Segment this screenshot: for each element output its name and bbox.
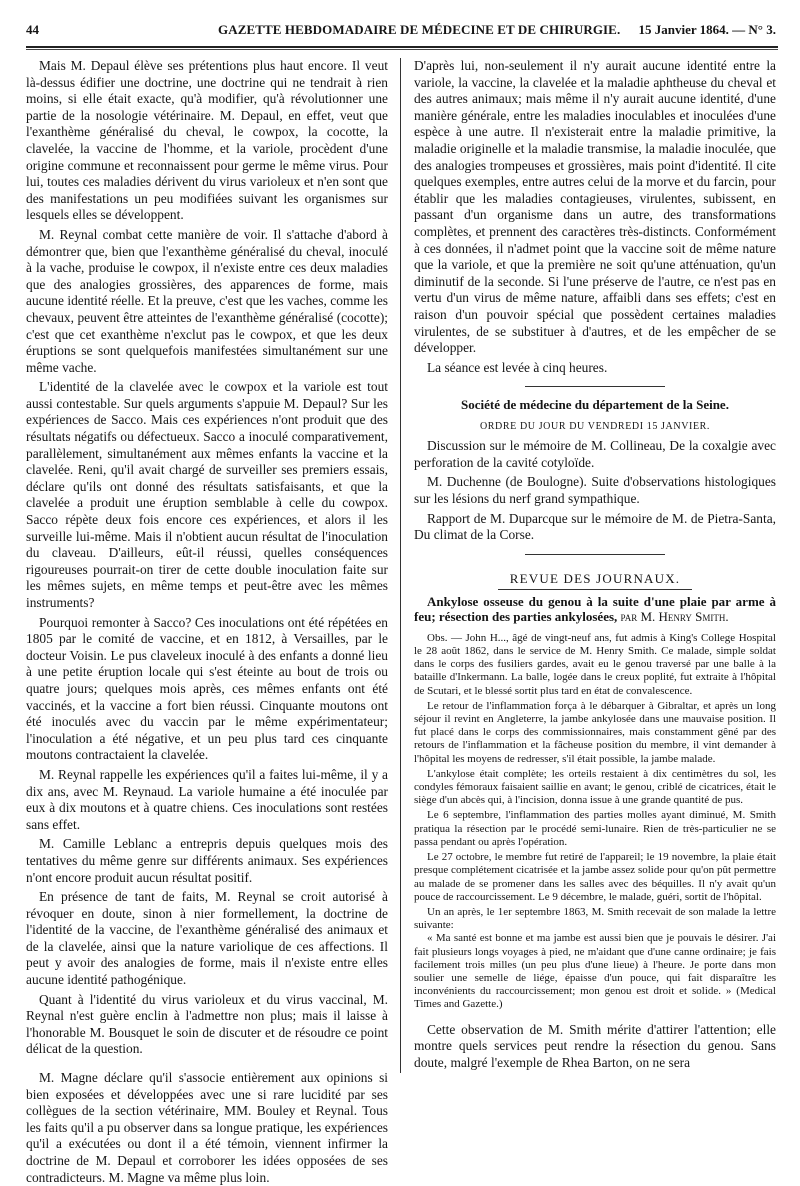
paragraph: En présence de tant de faits, M. Reynal se croit autorisé à révoquer en doute, sinon à nier formellement, la doctrine de l'identité de la vaccine, de l'exanthème généralisé des animaux et de la clavelée, ainsi que la nature variolique de ces affections. Il peut y avoir des analogies de forme, mais il n'existe entre elles aucune identité pathogénique.: [26, 889, 388, 988]
observation-paragraph: Le 27 octobre, le membre fut retiré de l'appareil; le 19 novembre, la plaie était presque complétement cicatrisée et la jambe assez solide pour qu'on pût permettre au malade de se promener dans les salles avec des béquilles. Il n'y avait qu'un pouce de raccourcissement. Le 9 décembre, le malade, guéri, sortit de l'hôpital.: [414, 851, 776, 903]
observation-paragraph: L'ankylose était complète; les orteils restaient à dix centimètres du sol, les condyles fémoraux faisaient saillie en avant; le genou, criblé de cicatrices, était le siège d'un abcès qui, à l'incision, donna issue à une grande quantité de pus.: [414, 767, 776, 807]
observation-paragraph: Le 6 septembre, l'inflammation des parties molles ayant diminué, M. Smith pratiqua la résection par le procédé semi-lunaire. Rien de très-particulier ne se passa pendant ou après l'opération.: [414, 809, 776, 848]
agenda-item: Rapport de M. Duparcque sur le mémoire de M. de Pietra-Santa, Du climat de la Corse.: [414, 510, 776, 543]
paragraph: D'après lui, non-seulement il n'y aurait aucune identité entre la variole, la vaccine, la clavelée et la maladie aphtheuse du cheval et des autres animaux; mais même il n'y aurait aucune identité, d'une manière générale, entre les maladies inoculables et inoculées d'une espèce à une autre. Il n'existerait entre la maladie primitive, la maladie originelle et la maladie transmise, la maladie inoculée, que des analogies trompeuses et grossières, mais point d'identité. Il cite quelques exemples, entre autres celui de la morve et du farcin, pour établir que les maladies contagieuses, virulentes, subissent, en passant d'un organisme dans un autre, des transformations complètes, et prennent des caractères très-distincts. Conformément à ces données, il n'admet point que la vaccine soit de même nature que la variole, et que la première ne soit qu'une atténuation, qu'un diminutif de la seconde. Si l'une préserve de l'autre, ce n'est pas en vertu d'un virus de même nature, affaibli dans ses effets; c'est en raison d'un pouvoir spécial que possèdent certaines maladies virulentes, de se substituer à d'autres, et de les empêcher de se développer.: [414, 58, 776, 356]
case-title-text: Ankylose osseuse du genou à la suite d'une plaie par arme à feu; résection des parties ankylosées,: [414, 593, 776, 624]
left-column: [26, 58, 388, 1185]
observation-paragraph: Obs. — John H..., âgé de vingt-neuf ans, fut admis à King's College Hospital le 28 août 1862, dans le service de M. Henry Smith. Ce malade, simple soldat dans le corps des fusiliers gardes, avait eu le genou traversé par une balle à la bataille d'Inkermann. La balle, logée dans le creux poplité, fut extraite à l'hôpital de Scutari, et le blessé sortit plus tard en état de convalescence.: [414, 631, 776, 697]
header-rule: [26, 46, 778, 48]
patient-letter: « Ma santé est bonne et ma jambe est aussi bien que je pouvais le désirer. J'ai fait plusieurs longs voyages à pied, ne m'aidant que d'une canne ordinaire; je fais facilement trois milles (un peu plus d'une lieue) à l'heure. Je porte dans mon soulier une semelle de liége, épaisse d'un pouce, qui fait disparaître les inconvénients du raccourcissement; mon genou est droit et solide. » (Medical Times and Gazette.): [414, 932, 776, 1011]
observation-paragraph: Un an après, le 1er septembre 1863, M. Smith recevait de son malade la lettre suivante:: [414, 905, 776, 932]
paragraph: Quant à l'identité du virus varioleux et du virus vaccinal, M. Reynal n'est guère enclin à l'admettre non plus; mais il laisse à l'honorable M. Bousquet le soin de discuter et de résoudre ce point délicat de la question.: [26, 991, 388, 1057]
paragraph: M. Reynal combat cette manière de voir. Il s'attache d'abord à démontrer que, bien que l'exanthème généralisé du cheval, inoculé à la vache, produise le cowpox, il n'existe entre ces deux maladies que des analogies grossières, des apparences de forme, mais aucune identité réelle. Et la preuve, c'est que les vaches, comme les chevaux, peuvent être atteintes de l'exanthème généralisé (cocotte); c'est que cet exanthème n'exclut pas le cowpox, et que les deux éruptions se sont quelquefois manifestées simultanément sur une même vache.: [26, 226, 388, 375]
running-header: [26, 8, 776, 38]
header-rule-thin: [26, 49, 778, 50]
paragraph: L'identité de la clavelée avec le cowpox et la variole est tout aussi contestable. Sur quels arguments s'appuie M. Depaul? Sur les expériences de Sacco. Mais ces expériences n'ont produit que des résultats négatifs ou défectueux. Sacco a inoculé comparativement, parallèlement, simultanément aux mêmes enfants la vaccine et la clavelée. Reni, qu'il avait chargé de surveiller ses premiers essais, déclare qu'ils ont donné des résultats satisfaisants, et que la clavelée a produit une éruption semblable à celle du cowpox. Sacco répète deux fois encore ces expériences, et alors il les surveille lui-même. Mais il n'obtient aucun résultat de l'inoculation du claveau. D'ailleurs, eût-il réussi, quelles conséquences rigoureuses pourrait-on tirer de cette double inoculation faite sur les mêmes sujets, en même temps et peut-être avec les mêmes instruments?: [26, 379, 388, 610]
column-divider: [400, 58, 401, 1073]
observation-paragraph: Le retour de l'inflammation força à le débarquer à Gibraltar, et après un long séjour il revint en Angleterre, la jambe ankylosée dans une mauvaise position. Il fut placé dans le corps des commissionnaires, mais constamment gêné par des retours de l'inflammation et la fâcheuse position du membre, il vint demander à l'hôpital les moyens de redresser, s'il était possible, la jambe malade.: [414, 699, 776, 765]
society-heading: Société de médecine du département de la Seine.: [461, 397, 729, 413]
paragraph: M. Camille Leblanc a entrepris depuis quelques mois des tentatives du même genre sur différents animaux. Ses expériences n'ont encore produit aucun résultat positif.: [26, 836, 388, 885]
closing-paragraph: Cette observation de M. Smith mérite d'attirer l'attention; elle montre quels services peut rendre la résection du genou. Sans doute, malgré l'exemple de Rhea Barton, on ne sera: [414, 1021, 776, 1070]
revue-heading-box: [414, 569, 776, 590]
case-title: [414, 594, 776, 624]
paragraph: M. Reynal rappelle les expériences qu'il a faites lui-même, il y a dix ans, avec M. Reynaud. La variole humaine a été inoculée par eux à dix moutons et à quatre chiens. Ces inoculations sont restées sans effet.: [26, 766, 388, 832]
agenda-item: Discussion sur le mémoire de M. Collineau, De la coxalgie avec perforation de la cavité cotyloïde.: [414, 438, 776, 470]
date-text: 15 Janvier 1864.: [638, 22, 729, 37]
agenda-item: M. Duchenne (de Boulogne). Suite d'observations histologiques sur les lésions du nerf grand sympathique.: [414, 474, 776, 507]
case-author: par M. Henry Smith.: [620, 608, 729, 624]
page-number: 44: [26, 22, 39, 37]
issue-number: — N° 3.: [732, 22, 776, 37]
issue-date: [639, 22, 777, 38]
revue-heading: REVUE DES JOURNAUX.: [498, 569, 693, 590]
section-rule: [525, 386, 665, 387]
section-rule: [525, 554, 665, 555]
paragraph: Pourquoi remonter à Sacco? Ces inoculations ont été répétées en 1805 par le comité de vaccine, et en 1812, à Versailles, par le docteur Voisin. Le pus claveleux inoculé à des enfants a donné lieu à une petite éruption locale qui s'est éteinte au bout de trois ou quatre jours; quelques mois après, ces mêmes enfants ont été vaccinés, et la vaccine a fort bien réussi. Cinquante moutons ont été inoculés avec du vaccin par le même expérimentateur; l'inoculation a été négative, et un peu plus tard ces cinquante moutons contractaient la clavelée.: [26, 614, 388, 763]
order-of-day: ORDRE DU JOUR DU VENDREDI 15 JANVIER.: [479, 421, 711, 433]
right-column: [414, 58, 776, 1083]
session-closing: La séance est levée à cinq heures.: [427, 359, 608, 375]
journal-title: GAZETTE HEBDOMADAIRE DE MÉDECINE ET DE CHIRURGIE.: [218, 22, 621, 37]
paragraph: M. Magne déclare qu'il s'associe entièrement aux opinions si bien exposées et développées avec une si rare lucidité par ses collègues de la section vétérinaire, MM. Bouley et Reynal. Tous les faits qu'il a pu observer dans sa longue pratique, les expériences qu'il a exécutées ou dont il a été témoin, viennent infirmer la doctrine de M. Depaul et corroborer les idées opposées de ses contradicteurs. M. Magne va même plus loin.: [26, 1070, 388, 1185]
paragraph: Mais M. Depaul élève ses prétentions plus haut encore. Il veut là-dessus édifier une doctrine, une doctrine qui ne tendrait à rien moins, si elle était exacte, qu'à modifier, qu'à révolutionner une partie de la nosologie vétérinaire. M. Depaul, en effet, veut que l'exanthème généralisé du cheval, le cowpox, la cocotte, la clavelée, la vaccine de l'homme, et la variole, procèdent d'une origine commune et reconnaissent pour germe le même virus. Pour lui, toutes ces maladies dérivent du virus varioleux et n'en sont que des manifestations un peu modifiées suivant les organismes sur lesquels elles se développent.: [26, 58, 388, 223]
